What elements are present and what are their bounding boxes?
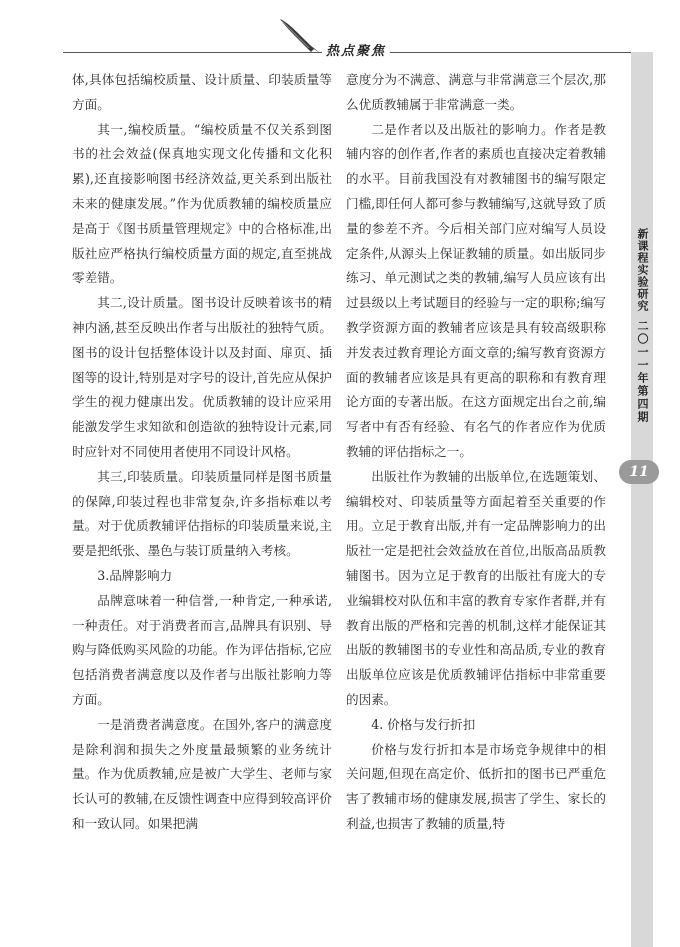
side-band [631, 52, 653, 947]
journal-title: 新课程实验研究 [636, 228, 649, 312]
right-column [346, 68, 606, 837]
paragraph: 意度分为不满意、满意与非常满意三个层次,那么优质教辅属于非常满意一类。 [346, 72, 606, 112]
paragraph: 价格与发行折扣本是市场竞争规律中的相关问题,但现在高定价、低折扣的图书已严重危害了教辅市场的健康发展,损害了学生、家长的利益,也损害了教辅的质量,特 [346, 741, 606, 831]
section-heading: 3.品牌影响力 [97, 567, 173, 583]
section-label: 热点聚焦 [322, 40, 390, 59]
paragraph: 其三,印装质量。印装质量同样是图书质量的保障,印装过程也非常复杂,许多指标难以考量。对于优质教辅评估指标的印装质量来说,主要是把纸张、墨色与装订质量纳入考核。 [72, 468, 332, 559]
paragraph: 其一,编校质量。“编校质量不仅关系到图书的社会效益(保真地实现文化传播和文化积累),还直接影响图书经济效益,更关系到出版社未来的健康发展。”作为优质教辅的编校质量应是高于《图书质量管理规定》中的合格标准,出版社应严格执行编校质量方面的规定,直至挑战零差错。 [72, 121, 332, 286]
section-heading: 4. 价格与发行折扣 [371, 716, 476, 732]
paragraph: 出版社作为教辅的出版单位,在选题策划、编辑校对、印装质量等方面起着至关重要的作用。立足于教育出版,并有一定品牌影响力的出版社一定是把社会效益放在首位,出版高品质教辅图书。因为立足于教育的出版社有庞大的专业编辑校对队伍和丰富的教育专家作者群,并有教育出版的严格和完善的机制,这样才能保证其出版的教辅图书的专业性和高品质,专业的教育出版单位应该是优质教辅评估指标中非常重要的因素。 [346, 468, 606, 707]
paragraph: 一是消费者满意度。在国外,客户的满意度是除利润和损失之外度量最频繁的业务统计量。作为优质教辅,应是被广大学生、老师与家长认可的教辅,在反馈性调查中应得到较高评价和一致认同。如果把满 [72, 716, 332, 831]
paragraph: 体,具体包括编校质量、设计质量、印装质量等方面。 [72, 72, 332, 112]
page-number: 11 [619, 460, 659, 484]
paragraph: 二是作者以及出版社的影响力。作者是教辅内容的创作者,作者的素质也直接决定着教辅的水平。目前我国没有对教辅图书的编写限定门槛,即任何人都可参与教辅编写,这就导致了质量的参差不齐。今后相关部门应对编写人员设定条件,从源头上保证教辅的质量。如出版同步练习、单元测试之类的教辅,编写人员应该有出过县级以上考试题目的经验与一定的职称;编写教学资源方面的教辅者应该是具有较高级职称并发表过教育理论方面文章的;编写教育资源方面的教辅者应该是具有更高的职称和有教育理论方面的专著出版。在这方面规定出台之前,编写者中有否有经验、有名气的作者应作为优质教辅的评估指标之一。 [346, 121, 606, 459]
left-column [72, 68, 332, 837]
paragraph: 品牌意味着一种信誉,一种肯定,一种承诺,一种责任。对于消费者而言,品牌具有识别、导购与降低购买风险的功能。作为评估指标,它应包括消费者满意度以及作者与出版社影响力等方面。 [72, 592, 332, 707]
issue-label: 二〇一一年第四期 [636, 320, 649, 424]
fountain-pen-icon [276, 15, 326, 57]
paragraph: 其二,设计质量。图书设计反映着该书的精神内涵,甚至反映出作者与出版社的独特气质。图书的设计包括整体设计以及封面、扉页、插图等的设计,特别是对字号的设计,首先应从保护学生的视力健康出发。优质教辅的设计应采用能激发学生求知欲和创造欲的独特设计元素,同时应针对不同使用者使用不同设计风格。 [72, 295, 332, 459]
